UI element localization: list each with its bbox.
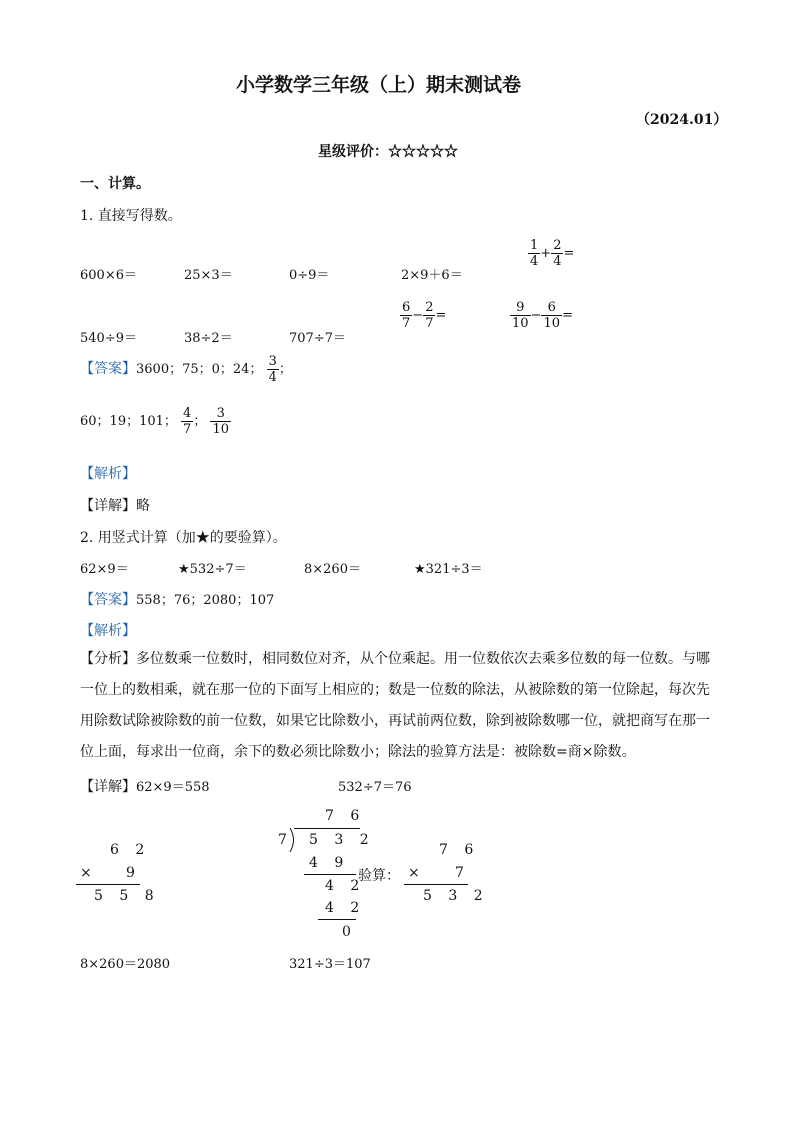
answer-label: 【答案】 (80, 592, 136, 608)
equals: = (562, 308, 573, 323)
q1-answer-line2 (80, 406, 231, 437)
detail-text: 62×9＝558 (136, 780, 210, 795)
check-sign: × (408, 865, 426, 881)
q1-fraction-expr (510, 300, 573, 331)
q1-prompt: 1. 直接写得数。 (80, 208, 182, 224)
numerator: 3 (216, 406, 225, 421)
fenxi-text: 多位数乘一位数时，相同数位对齐，从个位乘起。用一位数依次去乘多位数的每一位数。与哪一位上的数相乘，就在那一位的下面写上相应的；数是一位数的除法，从被除数的第一位除起，每次先用除数试除被除数的前一位数，如果它比除数小，再试前两位数，除到被除数哪一位，就把商写在那一位上面，每求出一位商，余下的数必须比除数小；除法的验算方法是：被除数=商×除数。 (80, 651, 710, 760)
q1-analysis-label: 【解析】 (80, 466, 136, 482)
q1-item: 540÷9＝ (80, 331, 137, 346)
operator: − (412, 308, 424, 323)
q2-analysis-paragraph (80, 644, 720, 768)
div-dividend: 5 3 2 (309, 832, 375, 848)
numerator: 4 (183, 406, 192, 421)
div-quotient: 7 6 (325, 808, 366, 824)
div-divisor: 7 (278, 832, 293, 848)
fenxi-label: 【分析】 (80, 651, 136, 667)
q1-item: 25×3＝ (184, 268, 233, 283)
q2-item: 62×9＝ (80, 562, 129, 577)
q1-item: 707÷7＝ (289, 331, 346, 346)
q2-prompt: 2. 用竖式计算（加★的要验算）。 (80, 530, 287, 546)
check-label: 验算： (358, 868, 400, 884)
denominator: 10 (512, 316, 529, 331)
q2-item: ★532÷7＝ (178, 562, 247, 577)
check-multiplier: 7 (455, 865, 470, 881)
numerator: 2 (553, 238, 562, 253)
denominator: 7 (183, 422, 192, 437)
q1-item: 2×9＋6＝ (401, 268, 463, 283)
div-top-rule (294, 828, 360, 829)
q2-analysis-label: 【解析】 (80, 623, 136, 639)
answer-label: 【答案】 (80, 361, 136, 377)
operator: + (540, 246, 552, 261)
numerator: 1 (530, 238, 539, 253)
denominator: 10 (212, 422, 230, 437)
q2-detail-line4: 321÷3＝107 (289, 957, 371, 972)
denominator: 4 (553, 254, 562, 269)
div-bracket (288, 828, 298, 854)
check-rule (404, 884, 468, 885)
div-step2: 4 2 (325, 878, 366, 894)
q2-item: 8×260＝ (304, 562, 361, 577)
denominator: 7 (402, 316, 411, 331)
q2-detail-line1 (80, 776, 210, 796)
denominator: 7 (425, 316, 434, 331)
div-rule2 (318, 919, 356, 920)
q1-item: 600×6＝ (80, 268, 137, 283)
denominator: 4 (530, 254, 539, 269)
numerator: 6 (402, 300, 411, 315)
q2-answer (80, 589, 274, 609)
div-remainder: 0 (342, 924, 357, 940)
equals: = (435, 308, 447, 323)
check-top: 7 6 (439, 842, 480, 858)
div-step1: 4 9 (309, 855, 350, 871)
separator: ； (278, 362, 292, 377)
q1-answer-line1 (80, 354, 292, 385)
denominator: 10 (543, 316, 560, 331)
detail-label: 【详解】 (80, 779, 136, 795)
q2-detail-line3: 8×260＝2080 (80, 957, 171, 972)
answer-text: 558；76；2080；107 (136, 593, 275, 608)
div-rule1 (304, 874, 356, 875)
exam-date: （2024.01） (636, 112, 728, 128)
detail-text: 略 (136, 498, 150, 514)
q2-item: ★321÷3＝ (414, 562, 483, 577)
mult-rule (76, 884, 140, 885)
operator: − (530, 308, 542, 323)
q2-detail-line2: 532÷7＝76 (338, 780, 412, 795)
section-heading: 一、计算。 (80, 176, 150, 192)
q1-item: 38÷2＝ (184, 331, 233, 346)
separator: ； (193, 414, 207, 429)
star-rating: 星级评价：☆☆☆☆☆ (318, 144, 458, 160)
page-title: 小学数学三年级（上）期末测试卷 (236, 74, 522, 96)
q1-detail (80, 495, 150, 515)
div-step3: 4 2 (325, 900, 366, 916)
numerator: 9 (516, 300, 525, 315)
mult-multiplier: 9 (126, 865, 141, 881)
q1-item: 0÷9＝ (289, 268, 330, 283)
mult-sign: × (80, 865, 98, 881)
answer-text: 60；19；101； (80, 414, 177, 429)
equals: = (563, 246, 575, 261)
numerator: 2 (425, 300, 434, 315)
mult-result: 5 5 8 (94, 888, 160, 904)
q1-fraction-expr (400, 300, 446, 331)
answer-text: 3600；75；0；24； (136, 362, 263, 377)
numerator: 3 (268, 354, 277, 369)
check-result: 5 3 2 (423, 888, 489, 904)
numerator: 6 (547, 300, 556, 315)
mult-top: 6 2 (110, 842, 151, 858)
denominator: 4 (268, 370, 277, 385)
q1-fraction-expr (528, 238, 574, 269)
detail-label: 【详解】 (80, 498, 136, 514)
